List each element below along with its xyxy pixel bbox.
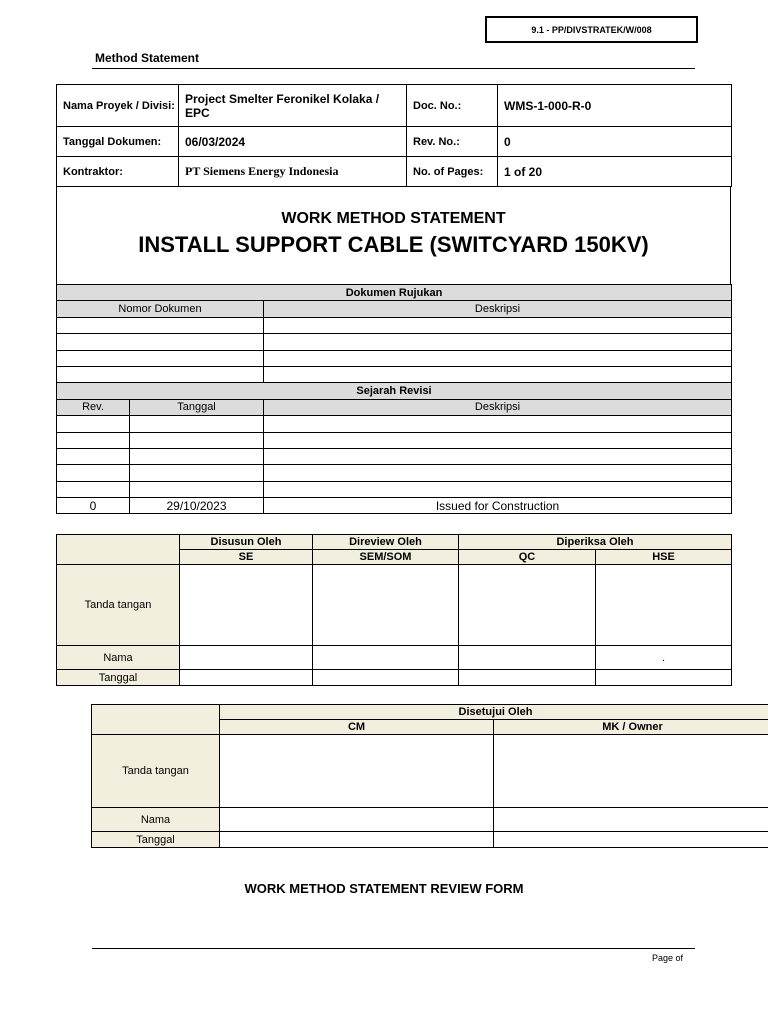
document-info-table	[56, 84, 732, 187]
role-hse: HSE	[596, 550, 732, 565]
revision-desc: Issued for Construction	[264, 498, 732, 514]
approval-table	[91, 704, 768, 848]
docno-label: Doc. No.:	[407, 85, 498, 127]
references-heading: Dokumen Rujukan	[57, 285, 732, 301]
approval-signature-label: Tanda tangan	[92, 735, 220, 808]
signature-cell	[220, 735, 494, 808]
revision-row	[57, 416, 732, 432]
date-label: Tanggal Dokumen:	[57, 127, 179, 157]
rev-label: Rev. No.:	[407, 127, 498, 157]
role-qc: QC	[459, 550, 596, 565]
revision-row	[57, 498, 732, 514]
signature-cell	[313, 565, 459, 646]
footer-divider	[92, 948, 695, 949]
signoff-table	[56, 534, 732, 686]
references-col-desc: Deskripsi	[264, 301, 732, 317]
approval-name-label: Nama	[92, 808, 220, 832]
signature-cell	[180, 565, 313, 646]
title-line-2: INSTALL SUPPORT CABLE (SWITCYARD 150KV)	[138, 232, 649, 257]
rev-value: 0	[498, 127, 732, 157]
hse-name-mark: .	[596, 646, 732, 670]
revisions-col-rev: Rev.	[57, 399, 130, 415]
reviewed-by-header: Direview Oleh	[313, 535, 459, 550]
review-form-title: WORK METHOD STATEMENT REVIEW FORM	[244, 881, 524, 896]
project-label: Nama Proyek / Divisi:	[57, 85, 179, 127]
contractor-label: Kontraktor:	[57, 157, 179, 187]
header-divider	[92, 68, 695, 69]
role-se: SE	[180, 550, 313, 565]
project-value: Project Smelter Feronikel Kolaka / EPC	[179, 85, 407, 127]
reference-row	[57, 366, 732, 382]
docno-value: WMS-1-000-R-0	[498, 85, 732, 127]
date-value: 06/03/2024	[179, 127, 407, 157]
role-mk-owner: MK / Owner	[494, 720, 768, 735]
checked-by-header: Diperiksa Oleh	[459, 535, 732, 550]
signature-cell	[459, 565, 596, 646]
title-line-1: WORK METHOD STATEMENT	[281, 210, 506, 227]
page-number: Page of	[652, 953, 684, 963]
revision-date: 29/10/2023	[130, 498, 264, 514]
title-block	[56, 186, 731, 285]
revisions-col-desc: Deskripsi	[264, 399, 732, 415]
reference-row	[57, 334, 732, 350]
role-cm: CM	[220, 720, 494, 735]
references-col-number: Nomor Dokumen	[57, 301, 264, 317]
pages-value: 1 of 20	[498, 157, 732, 187]
revisions-col-date: Tanggal	[130, 399, 264, 415]
revision-row	[57, 465, 732, 481]
contractor-value: PT Siemens Energy Indonesia	[179, 157, 407, 187]
approval-date-label: Tanggal	[92, 832, 220, 848]
revision-row	[57, 432, 732, 448]
revision-row	[57, 481, 732, 497]
reference-row	[57, 317, 732, 333]
reference-row	[57, 350, 732, 366]
revision-row	[57, 448, 732, 464]
document-code: 9.1 - PP/DIVSTRATEK/W/008	[485, 16, 698, 43]
name-row-label: Nama	[57, 646, 180, 670]
signature-cell	[596, 565, 732, 646]
date-row-label: Tanggal	[57, 670, 180, 686]
reference-revision-table	[56, 284, 732, 514]
approved-by-header: Disetujui Oleh	[220, 705, 768, 720]
signature-cell	[494, 735, 768, 808]
revisions-heading: Sejarah Revisi	[57, 383, 732, 399]
prepared-by-header: Disusun Oleh	[180, 535, 313, 550]
role-sem-som: SEM/SOM	[313, 550, 459, 565]
section-label: Method Statement	[95, 51, 200, 65]
signature-row-label: Tanda tangan	[57, 565, 180, 646]
pages-label: No. of Pages:	[407, 157, 498, 187]
revision-rev: 0	[57, 498, 130, 514]
